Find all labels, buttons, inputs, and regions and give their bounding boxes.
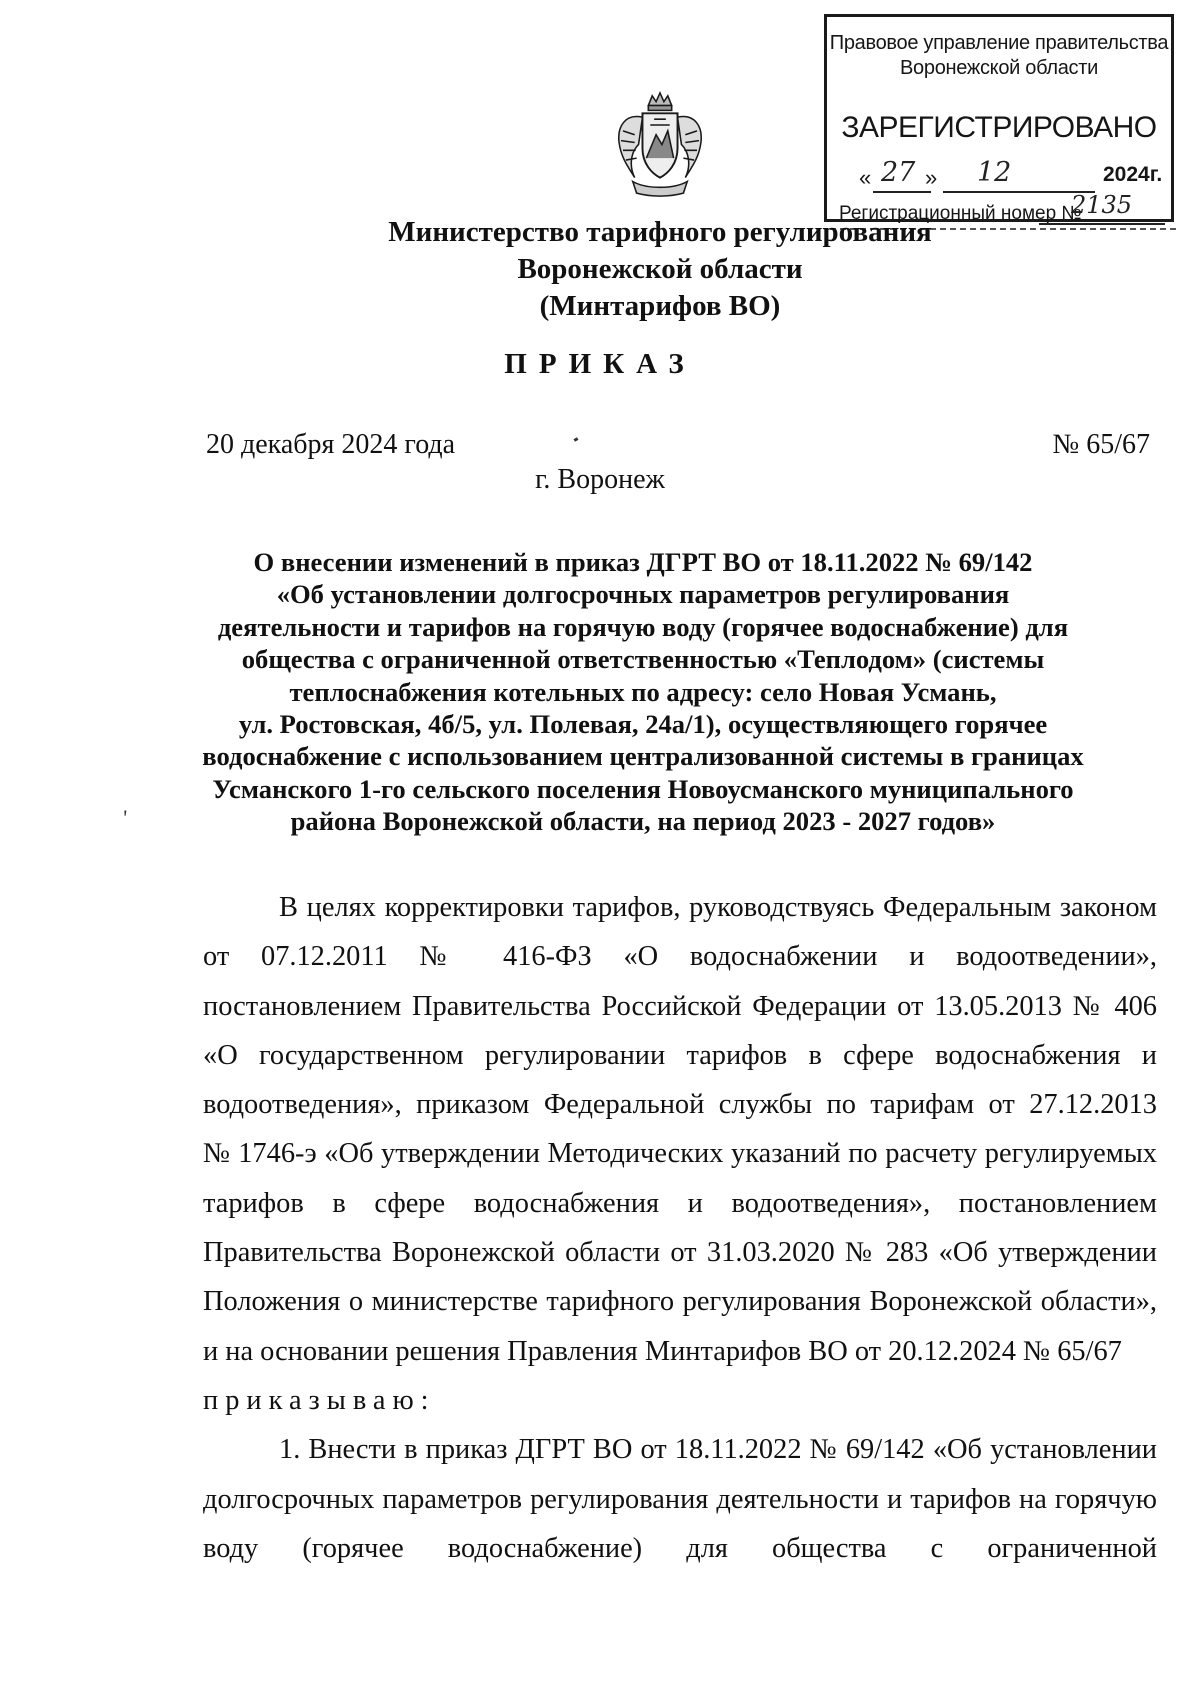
body-line: от 07.12.2011 № 416-ФЗ «О водоснабжении и водоотведении», (203, 941, 1157, 973)
ministry-name (300, 214, 1020, 325)
ink-mark (574, 437, 579, 442)
body-line: 1. Внести в приказ ДГРТ ВО от 18.11.2022 № 69/142 «Об установлении (279, 1434, 1157, 1466)
body-line: тарифов в сфере водоснабжения и водоотведения», постановлением (203, 1187, 1157, 1219)
order-subject (186, 546, 1100, 838)
subject-line: Усманского 1-го сельского поселения Новоусманского муниципального (212, 773, 1074, 804)
stamp-org-line1: Правовое управление правительства (829, 32, 1169, 54)
stamp-organization (827, 31, 1171, 81)
subject-line: деятельности и тарифов на горячую воду (горячее водоснабжение) для (217, 611, 1069, 642)
body-line: «О государственном регулировании тарифов в сфере водоснабжения и (203, 1039, 1157, 1071)
body-line: воду (горячее водоснабжение) для общества с ограниченной (203, 1532, 1157, 1564)
order-place: г. Воронеж (535, 464, 665, 495)
body-line: водоотведения», приказом Федеральной службы по тарифам от 27.12.2013 (203, 1089, 1157, 1121)
ministry-line2: Воронежской области (517, 253, 803, 285)
subject-line: «Об установлении долгосрочных параметров регулирования (276, 579, 1010, 610)
stamp-reg-number-value: 2135 (1071, 191, 1133, 219)
stamp-date-month: 12 (977, 157, 1012, 188)
subject-line: водоснабжение с использованием централизованной системы в границах (202, 741, 1084, 772)
ministry-line1: Министерство тарифного регулирования (388, 216, 932, 248)
document-title: ПРИКАЗ (504, 348, 696, 380)
subject-line: ул. Ростовская, 4б/5, ул. Полевая, 24а/1), осуществляющего горячее (238, 709, 1048, 740)
body-line-decree: приказываю: (203, 1384, 436, 1416)
stamp-registered-label: ЗАРЕГИСТРИРОВАНО (841, 111, 1157, 144)
margin-handwritten-mark: ʹ (121, 804, 131, 831)
subject-line: общества с ограниченной ответственностью «Теплодом» (системы (241, 644, 1045, 675)
body-line: и на основании решения Правления Минтарифов ВО от 20.12.2024 № 65/67 (203, 1335, 1122, 1367)
body-line: постановлением Правительства Российской Федерации от 13.05.2013 № 406 (203, 990, 1157, 1022)
body-line: В целях корректировки тарифов, руководствуясь Федеральным законом (279, 892, 1157, 923)
stamp-reg-number-label: Регистрационный номер № (839, 203, 1082, 224)
body-line: Правительства Воронежской области от 31.03.2020 № 283 «Об утверждении (203, 1237, 1157, 1269)
stamp-date-open-quote: « (859, 165, 872, 190)
subject-line: теплоснабжения котельных по адресу: село Новая Усмань, (289, 676, 997, 707)
order-number: № 65/67 (1052, 429, 1150, 460)
stamp-org-line2: Воронежской области (900, 57, 1098, 79)
body-line: Положения о министерстве тарифного регулирования Воронежской области», (203, 1286, 1157, 1318)
order-body (203, 883, 1157, 1573)
registration-stamp (824, 14, 1174, 222)
ministry-line3: (Минтарифов ВО) (539, 290, 781, 322)
body-line: № 1746-э «Об утверждении Методических указаний по расчету регулируемых (203, 1138, 1157, 1170)
subject-line: района Воронежской области, на период 2023 - 2027 годов» (290, 806, 996, 837)
stamp-date (859, 157, 1163, 193)
stamp-date-close-quote: » (925, 165, 938, 190)
stamp-day-underline (873, 191, 931, 193)
subject-line: О внесении изменений в приказ ДГРТ ВО от 18.11.2022 № 69/142 (253, 547, 1033, 577)
stamp-date-year: 2024г. (1103, 163, 1163, 186)
stamp-date-day: 27 (881, 157, 916, 188)
coat-of-arms-emblem (611, 88, 709, 200)
body-line: долгосрочных параметров регулирования деятельности и тарифов на горячую (203, 1483, 1157, 1515)
stamp-number-underline (1039, 223, 1165, 225)
order-date: 20 декабря 2024 года (206, 429, 456, 460)
